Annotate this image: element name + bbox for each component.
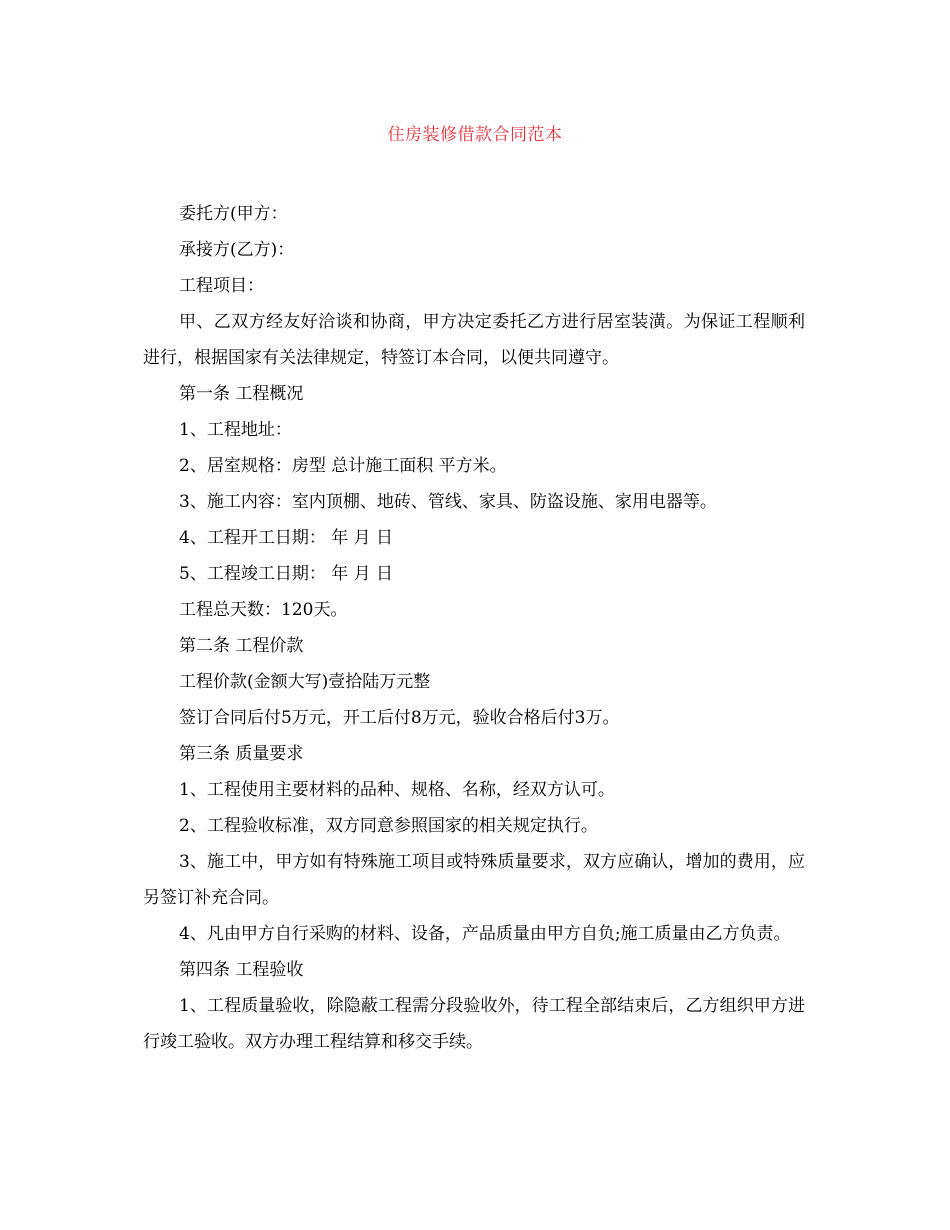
section-heading-1: 第一条 工程概况	[179, 384, 304, 404]
clause-1-5: 5、工程竣工日期： 年 月 日	[179, 564, 394, 584]
clause-4-1: 1、工程质量验收，除隐蔽工程需分段验收外，待工程全部结束后，乙方组织甲方进行竣工验收。双方办理工程结算和移交手续。	[143, 996, 805, 1052]
clause-3-4: 4、凡由甲方自行采购的材料、设备，产品质量由甲方自负;施工质量由乙方负责。	[179, 924, 791, 944]
clause-3-2: 2、工程验收标准，双方同意参照国家的相关规定执行。	[179, 816, 598, 836]
section-heading-4: 第四条 工程验收	[179, 960, 304, 980]
paragraph-payment: 签订合同后付5万元，开工后付8万元，验收合格后付3万。	[179, 708, 620, 728]
section-heading-2: 第二条 工程价款	[179, 636, 304, 656]
clause-1-4: 4、工程开工日期： 年 月 日	[179, 528, 394, 548]
paragraph-contractor: 承接方(乙方)：	[179, 240, 295, 260]
document-title: 住房装修借款合同范本	[387, 125, 563, 145]
clause-1-3: 3、施工内容：室内顶棚、地砖、管线、家具、防盗设施、家用电器等。	[179, 492, 717, 512]
clause-1-2: 2、居室规格：房型 总计施工面积 平方米。	[179, 456, 507, 476]
section-heading-3: 第三条 质量要求	[179, 744, 304, 764]
paragraph-total-days: 工程总天数：120天。	[179, 600, 348, 620]
paragraph-preamble: 甲、乙双方经友好洽谈和协商，甲方决定委托乙方进行居室装潢。为保证工程顺利进行，根据国家有关法律规定，特签订本合同，以便共同遵守。	[143, 312, 805, 368]
paragraph-client: 委托方(甲方：	[179, 204, 288, 224]
clause-3-3: 3、施工中，甲方如有特殊施工项目或特殊质量要求，双方应确认，增加的费用，应另签订补充合同。	[143, 852, 805, 908]
clause-1-1: 1、工程地址：	[179, 420, 292, 440]
paragraph-price: 工程价款(金额大写)壹拾陆万元整	[179, 672, 431, 692]
document-body	[143, 196, 805, 1060]
paragraph-project: 工程项目：	[179, 276, 264, 296]
clause-3-1: 1、工程使用主要材料的品种、规格、名称，经双方认可。	[179, 780, 615, 800]
